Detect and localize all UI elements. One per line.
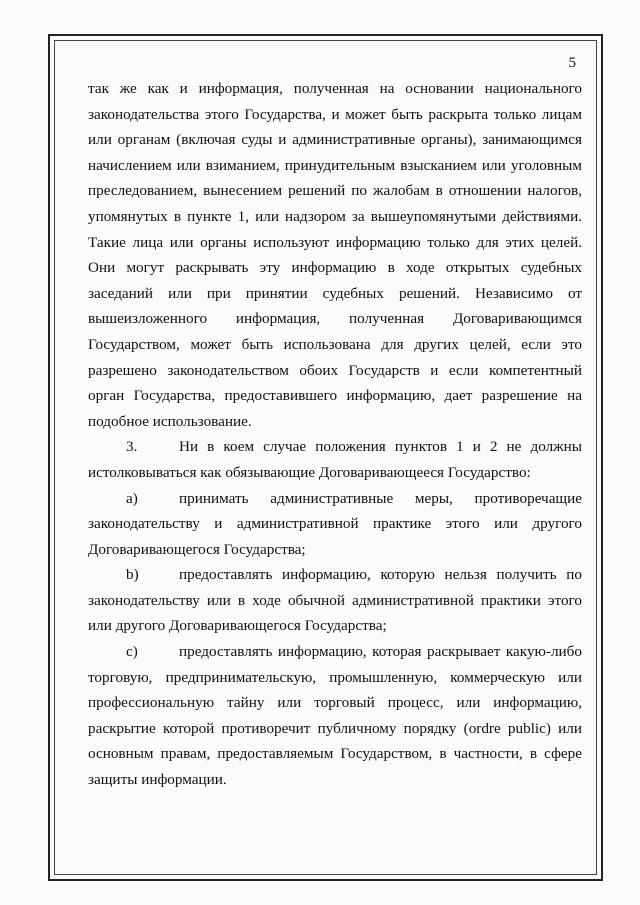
text-line: Ни в коем случае положения пунктов 1 и 2 не должны: [179, 438, 582, 456]
subparagraph-c: [88, 639, 582, 793]
text-line: законодательства этого Государства, и может быть раскрыта только лицам: [88, 105, 582, 123]
document-body: [88, 76, 582, 793]
text-line: заседаний или при принятии судебных решений. Независимо от: [88, 284, 582, 302]
text-line: или органам (включая суды и административные органы), занимающимся: [88, 131, 582, 149]
text-line: Такие лица или органы используют информацию только для этих целей.: [88, 233, 582, 251]
text-line: законодательству и административной практике этого или другого: [88, 515, 582, 533]
text-line: защиты информации.: [88, 771, 227, 789]
text-line: начислением или взиманием, принудительным взысканием или уголовным: [88, 156, 582, 174]
subparagraph-letter: c): [126, 643, 138, 661]
paragraph-3: [88, 434, 582, 485]
subparagraph-letter: b): [126, 566, 139, 584]
paragraph-number: 3.: [126, 438, 138, 456]
text-line: разрешено законодательством обоих Государств и если компетентный: [88, 361, 582, 379]
text-line: упомянутых в пункте 1, или надзором за вышеупомянутыми действиями.: [88, 207, 582, 225]
text-line: орган Государства, предоставившего информацию, дает разрешение на: [88, 387, 582, 405]
text-line: преследованием, вынесением решений по жалобам в отношении налогов,: [88, 182, 582, 200]
paragraph-2-continuation: [88, 76, 582, 434]
text-line: Договаривающегося Государства;: [88, 540, 306, 558]
text-line: или другого Договаривающегося Государства;: [88, 617, 387, 635]
text-line: торговую, предпринимательскую, промышленную, коммерческую или: [88, 668, 582, 686]
text-line: предоставлять информацию, которая раскрывает какую-либо: [179, 643, 582, 661]
text-line: подобное использование.: [88, 412, 252, 430]
subparagraph-a: [88, 486, 582, 563]
text-line: основным правам, предоставляемым Государством, в частности, в сфере: [88, 745, 582, 763]
text-line: законодательству или в ходе обычной административной практики этого: [88, 591, 582, 609]
text-line: Они могут раскрывать эту информацию в ходе открытых судебных: [88, 259, 582, 277]
text-line: истолковываться как обязывающие Договаривающееся Государство:: [88, 463, 531, 481]
text-line: вышеизложенного информация, полученная Договаривающимся: [88, 310, 582, 328]
text-line: Государством, может быть использована для других целей, если это: [88, 335, 582, 353]
subparagraph-letter: a): [126, 489, 138, 507]
text-line: так же как и информация, полученная на основании национального: [88, 80, 582, 97]
text-line: предоставлять информацию, которую нельзя получить по: [179, 566, 582, 584]
subparagraph-b: [88, 562, 582, 639]
text-line: раскрытие которой противоречит публичному порядку (ordre public) или: [88, 719, 582, 737]
text-line: принимать административные меры, противоречащие: [179, 489, 582, 507]
page-number: 5: [568, 55, 576, 71]
text-line: профессиональную тайну или торговый процесс, или информацию,: [88, 694, 582, 712]
